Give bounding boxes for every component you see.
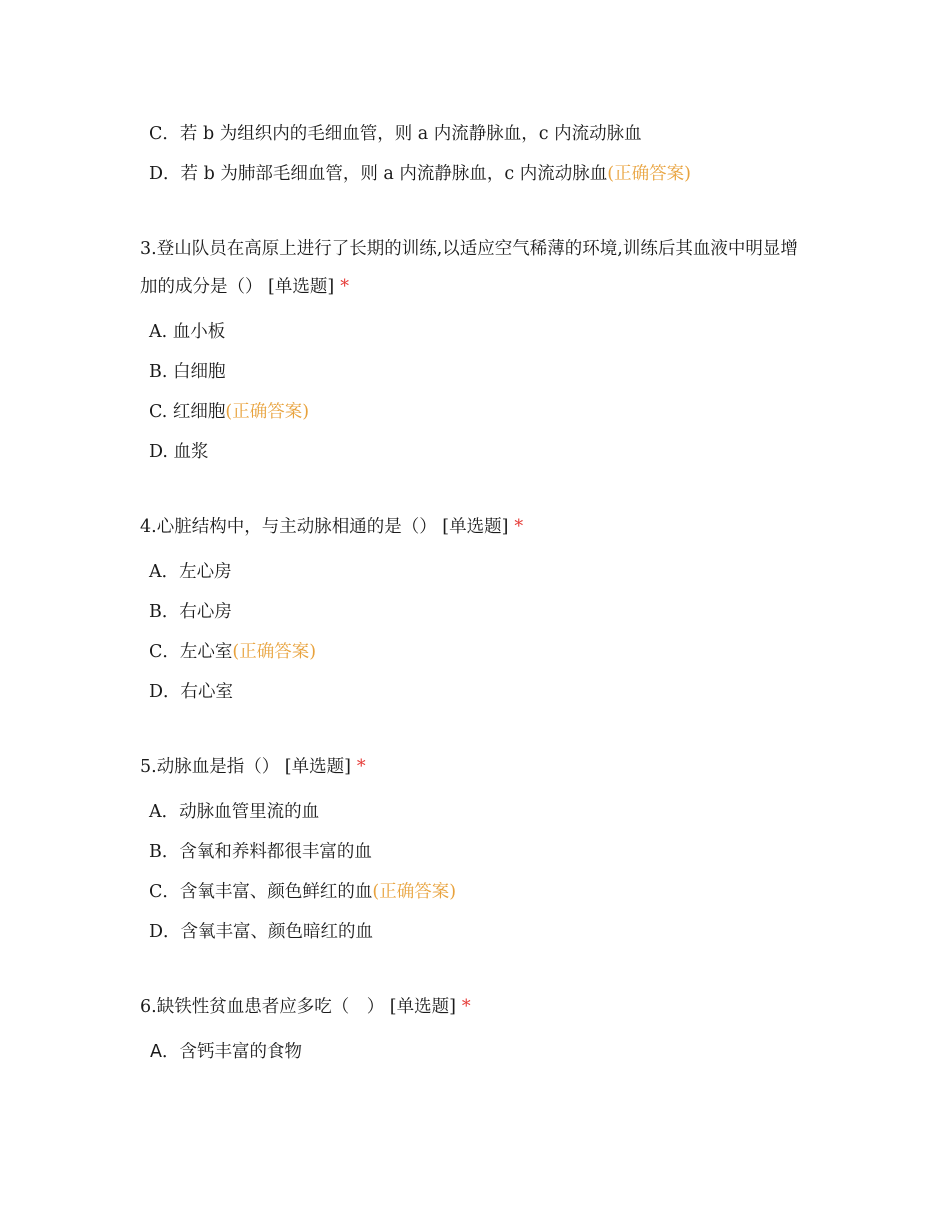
question-title (140, 230, 810, 306)
question-5 (140, 748, 810, 952)
option-text: A．含钙丰富的食物 (150, 1042, 302, 1062)
option-q3-c (149, 392, 810, 432)
question-text: 5.动脉血是指（） [单选题] (140, 757, 351, 777)
option-text: B. 白细胞 (149, 362, 226, 382)
question-text: 3.登山队员在高原上进行了长期的训练,以适应空气稀薄的环境,训练后其血液中明显增加的成分是（） [单选题] (140, 239, 798, 297)
option-q6-a (150, 1032, 810, 1072)
required-marker: * (340, 277, 349, 297)
option-text: C．含氧丰富、颜色鲜红的血 (149, 882, 373, 902)
option-text: D．右心室 (149, 682, 234, 702)
question-title (140, 508, 810, 546)
option-text: B．右心房 (149, 602, 232, 622)
option-q2-d (149, 154, 810, 194)
option-text: C. 红细胞 (149, 402, 226, 422)
option-text: D. 血浆 (149, 442, 209, 462)
question-text: 6.缺铁性贫血患者应多吃（ ） [单选题] (140, 997, 456, 1017)
question-title (140, 748, 810, 786)
option-text: D．含氧丰富、颜色暗红的血 (149, 922, 374, 942)
question-4 (140, 508, 810, 712)
option-q4-d (149, 672, 810, 712)
option-q3-b (149, 352, 810, 392)
quiz-content (140, 114, 810, 1072)
required-marker: * (514, 517, 524, 537)
option-q4-a (149, 552, 810, 592)
question-title (140, 988, 810, 1026)
option-q5-a (149, 792, 810, 832)
required-marker: * (461, 997, 471, 1017)
option-text: A．动脉血管里流的血 (149, 802, 320, 822)
option-q2-c (149, 114, 810, 154)
option-text: A．左心房 (149, 562, 232, 582)
option-q5-b (149, 832, 810, 872)
option-q5-d (149, 912, 810, 952)
question-text: 4.心脏结构中，与主动脉相通的是（） [单选题] (140, 517, 509, 537)
question-6 (140, 988, 810, 1072)
correct-answer-marker: (正确答案) (372, 882, 457, 902)
option-q3-a (149, 312, 810, 352)
question-2-options (140, 114, 810, 194)
option-q4-c (149, 632, 810, 672)
required-marker: * (356, 757, 366, 777)
option-text: C．若 b 为组织内的毛细血管，则 a 内流静脉血，c 内流动脉血 (149, 124, 642, 144)
correct-answer-marker: (正确答案) (225, 402, 310, 422)
option-q4-b (149, 592, 810, 632)
option-text: C．左心室 (149, 642, 233, 662)
correct-answer-marker: (正确答案) (607, 164, 691, 184)
option-q3-d (149, 432, 810, 472)
option-text: D．若 b 为肺部毛细血管，则 a 内流静脉血，c 内流动脉血 (149, 164, 608, 184)
question-3 (140, 230, 810, 472)
correct-answer-marker: (正确答案) (232, 642, 317, 662)
option-q5-c (149, 872, 810, 912)
option-text: B．含氧和养料都很丰富的血 (149, 842, 372, 862)
option-text: A. 血小板 (149, 322, 226, 342)
